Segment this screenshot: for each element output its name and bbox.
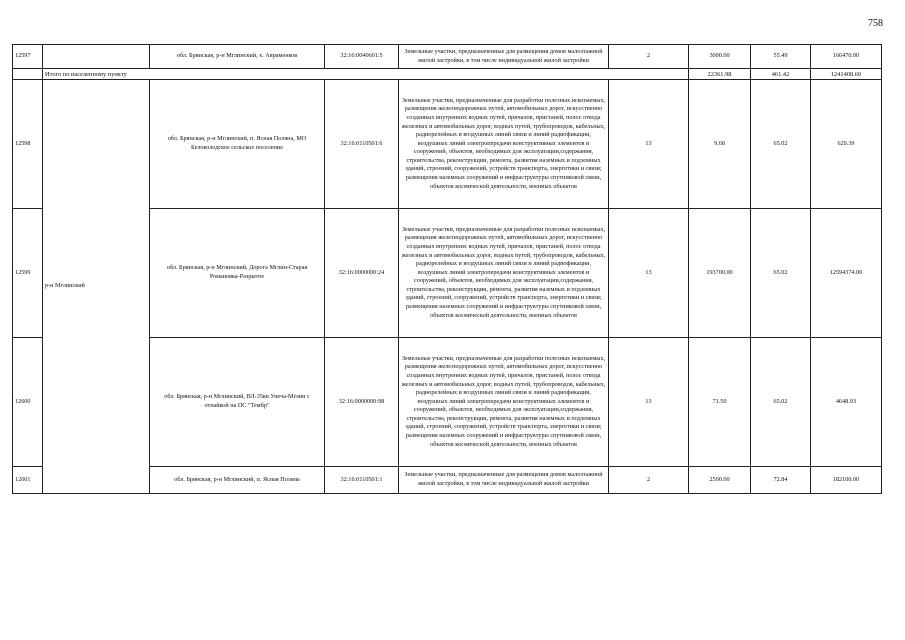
- district-cell: [43, 45, 150, 69]
- address-cell: обл. Брянская, р-н Мглинский, п. Ясная Поляна, МО Белоколодское сельское поселение: [150, 80, 325, 209]
- cadastral-number: 32:16:0110501:6: [325, 80, 399, 209]
- total-value: 1241408.60: [811, 69, 882, 80]
- empty-cell: [13, 69, 43, 80]
- usage-code: 13: [609, 209, 689, 338]
- area-value: 9.68: [689, 80, 751, 209]
- total-label: Итого по населенному пункту: [43, 69, 689, 80]
- address-cell: обл. Брянская, р-н Мглинский, п. Ясная Поляна: [150, 467, 325, 494]
- row-number: 12601: [13, 467, 43, 494]
- row-number: 12598: [13, 80, 43, 209]
- cadastral-value-table: [12, 44, 882, 494]
- specific-value: 65.02: [751, 209, 811, 338]
- table-row: [13, 80, 882, 209]
- usage-code: 13: [609, 338, 689, 467]
- total-row: [13, 69, 882, 80]
- land-category: Земельные участки, предназначенные для размещения домов малоэтажной жилой застройки, в том числе индивидуальной жилой застройки: [399, 467, 609, 494]
- cadastral-number: 32:16:0040601:5: [325, 45, 399, 69]
- page-number: 758: [868, 18, 883, 29]
- specific-value: 55.49: [751, 45, 811, 69]
- cadastral-number: 32:16:0110501:1: [325, 467, 399, 494]
- address-cell: обл. Брянская, р-н Мглинский, ВЛ-35кв Унеча-Мглин с отпайкой на ПС "Тембр": [150, 338, 325, 467]
- cadastral-value: 4648.93: [811, 338, 882, 467]
- land-category: Земельные участки, предназначенные для разработки полезных ископаемых, размещения железнодорожных путей, автомобильных дорог, искусственно созданных внутренних водных путей, причалов, пристаней, полос отвода железных и автомобильных дорог, водных путей, трубопроводов, кабельных, радиорелейных и воздушных линий связи и линий радиофикации, воздушных линий электропередачи конструктивных элементов и сооружений, объектов, необходимых для эксплуатации,содержания, строительства, реконструкции, ремонта, развития наземных и подземных зданий, строений, сооружений, устройств транспорта, энергетики и связи; размещения наземных сооружений и инфраструктуры спутниковой связи, объектов космической деятельности, военных объектов: [399, 80, 609, 209]
- cadastral-value: 12594374.00: [811, 209, 882, 338]
- cadastral-value: 629.39: [811, 80, 882, 209]
- district-cell: [43, 80, 150, 494]
- cadastral-number: 32:16:0000000:98: [325, 338, 399, 467]
- row-number: 12599: [13, 209, 43, 338]
- land-category: Земельные участки, предназначенные для разработки полезных ископаемых, размещения железнодорожных путей, автомобильных дорог, искусственно созданных внутренних водных путей, причалов, пристаней, полос отвода железных и автомобильных дорог, водных путей, трубопроводов, кабельных, радиорелейных и воздушных линий связи и линий радиофикации, воздушных линий электропередачи конструктивных элементов и сооружений, объектов, необходимых для эксплуатации,содержания, строительства, реконструкции, ремонта, развития наземных и подземных зданий, строений, сооружений, устройств транспорта, энергетики и связи; размещения наземных сооружений и инфраструктуры спутниковой связи, объектов космической деятельности, военных объектов: [399, 338, 609, 467]
- usage-code: 2: [609, 467, 689, 494]
- address-cell: обл. Брянская, р-н Мглинский, х. Авраменков: [150, 45, 325, 69]
- specific-value: 65.02: [751, 338, 811, 467]
- total-rate: 461.42: [751, 69, 811, 80]
- address-cell: обл. Брянская, р-н Мглинский, Дорога Мглин-Старая Романовка-Разрытое: [150, 209, 325, 338]
- total-area: 22361.98: [689, 69, 751, 80]
- usage-code: 2: [609, 45, 689, 69]
- table-row: [13, 45, 882, 69]
- district-label: р-н Мглинский: [45, 282, 85, 290]
- row-number: 12597: [13, 45, 43, 69]
- area-value: 2500.00: [689, 467, 751, 494]
- cadastral-value: 166470.00: [811, 45, 882, 69]
- cadastral-number: 32:16:0000000:24: [325, 209, 399, 338]
- specific-value: 65.02: [751, 80, 811, 209]
- area-value: 193700.00: [689, 209, 751, 338]
- area-value: 3000.00: [689, 45, 751, 69]
- specific-value: 72.84: [751, 467, 811, 494]
- land-category: Земельные участки, предназначенные для размещения домов малоэтажной жилой застройки, в том числе индивидуальной жилой застройки: [399, 45, 609, 69]
- usage-code: 13: [609, 80, 689, 209]
- cadastral-value: 182100.00: [811, 467, 882, 494]
- area-value: 71.50: [689, 338, 751, 467]
- row-number: 12600: [13, 338, 43, 467]
- land-category: Земельные участки, предназначенные для разработки полезных ископаемых, размещения железнодорожных путей, автомобильных дорог, искусственно созданных внутренних водных путей, причалов, пристаней, полос отвода железных и автомобильных дорог, водных путей, трубопроводов, кабельных, радиорелейных и воздушных линий связи и линий радиофикации, воздушных линий электропередачи конструктивных элементов и сооружений, объектов, необходимых для эксплуатации,содержания, строительства, реконструкции, ремонта, развития наземных и подземных зданий, строений, сооружений, устройств транспорта, энергетики и связи; размещения наземных сооружений и инфраструктуры спутниковой связи, объектов космической деятельности, военных объектов: [399, 209, 609, 338]
